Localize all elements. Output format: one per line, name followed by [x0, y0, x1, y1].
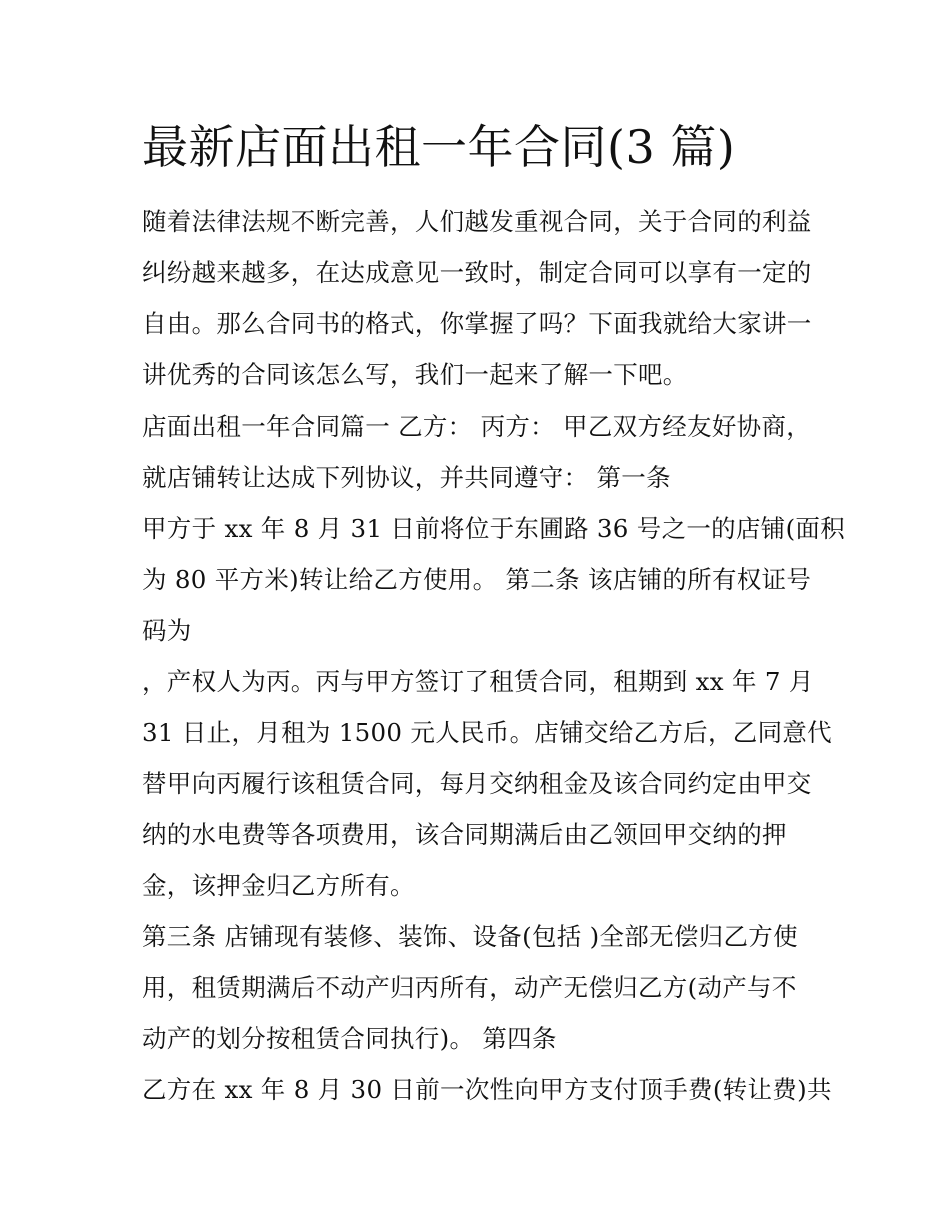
text-line: 用，租赁期满后不动产归丙所有，动产无偿归乙方(动产与不 — [142, 973, 797, 1002]
text-line: 乙方在 xx 年 8 月 30 日前一次性向甲方支付顶手费(转让费)共 — [142, 1075, 832, 1104]
text-line: 动产的划分按租赁合同执行)。 第四条 — [142, 1024, 557, 1053]
text-line: 31 日止，月租为 1500 元人民币。店铺交给乙方后，乙同意代 — [142, 718, 832, 747]
text-line: 替甲向丙履行该租赁合同，每月交纳租金及该合同约定由甲交 — [142, 769, 812, 798]
text-line: 第三条 店铺现有装修、装饰、设备(包括 )全部无偿归乙方使 — [142, 922, 798, 951]
text-line: 店面出租一年合同篇一 乙方： 丙方： 甲乙双方经友好协商， — [142, 412, 812, 441]
text-line: 码为 — [142, 616, 192, 645]
text-line: ，产权人为丙。丙与甲方签订了租赁合同，租期到 xx 年 7 月 — [142, 667, 814, 696]
text-line: 纠纷越来越多，在达成意见一致时，制定合同可以享有一定的 — [142, 258, 812, 287]
text-line: 金，该押金归乙方所有。 — [142, 871, 415, 900]
text-line: 就店铺转让达成下列协议，并共同遵守： 第一条 — [142, 463, 671, 492]
document-title: 最新店面出租一年合同(3 篇) — [142, 120, 736, 174]
text-line: 讲优秀的合同该怎么写，我们一起来了解一下吧。 — [142, 360, 688, 389]
text-line: 随着法律法规不断完善，人们越发重视合同，关于合同的利益 — [142, 207, 812, 236]
text-line: 甲方于 xx 年 8 月 31 日前将位于东圃路 36 号之一的店铺(面积 — [142, 514, 846, 543]
text-line: 为 80 平方米)转让给乙方使用。 第二条 该店铺的所有权证号 — [142, 565, 812, 594]
text-line: 自由。那么合同书的格式，你掌握了吗？下面我就给大家讲一 — [142, 309, 812, 338]
text-line: 纳的水电费等各项费用，该合同期满后由乙领回甲交纳的押 — [142, 820, 787, 849]
